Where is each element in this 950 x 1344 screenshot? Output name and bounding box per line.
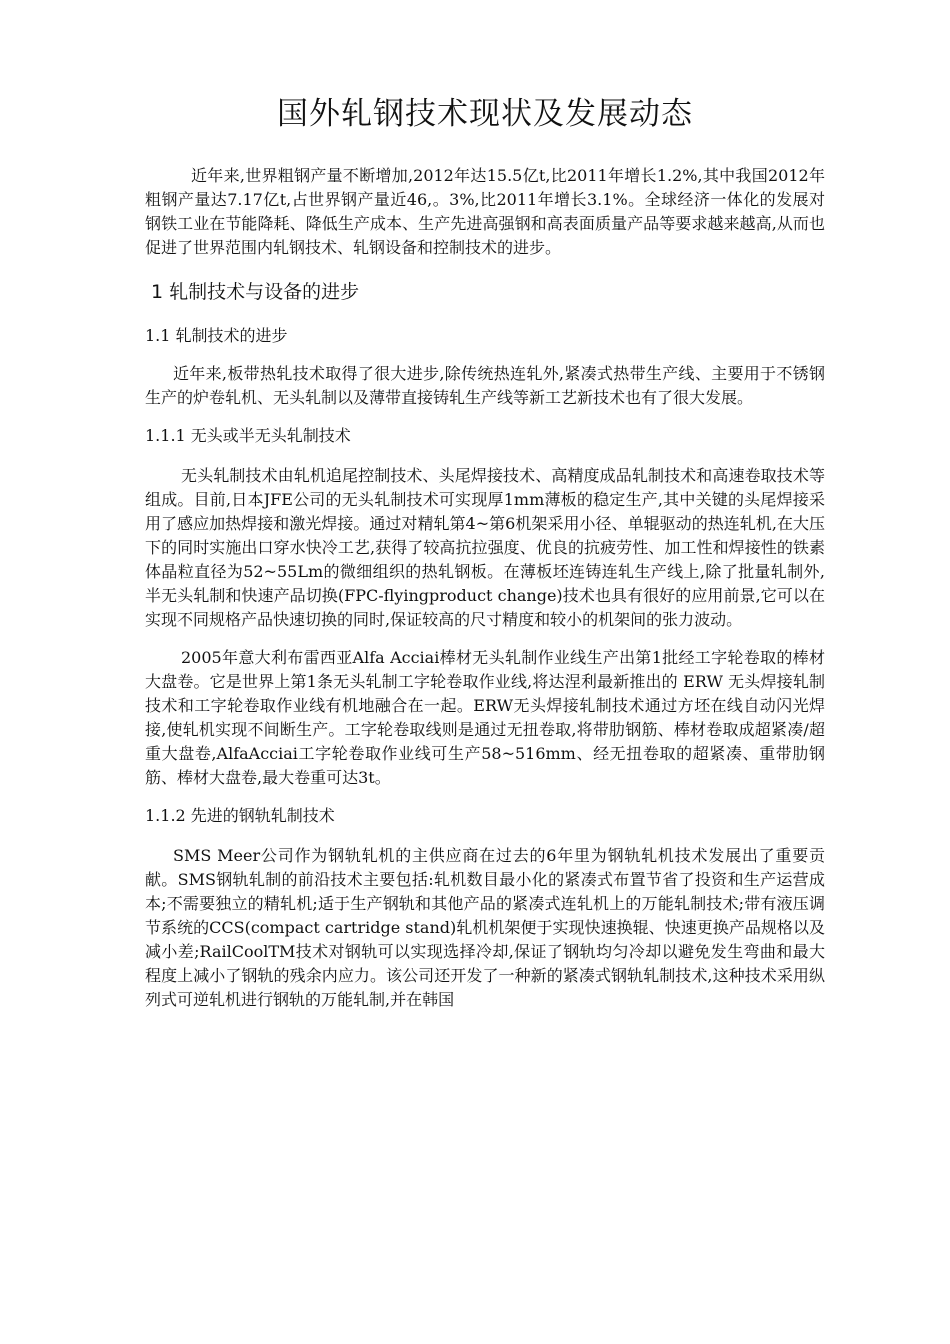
section-1-1-paragraph: 近年来,板带热轧技术取得了很大进步,除传统热连轧外,紧凑式热带生产线、主要用于不锈钢生产的炉卷轧机、无头轧制以及薄带直接铸轧生产线等新工艺新技术也有了很大发展。 — [145, 364, 825, 407]
section-1-heading: 1 轧制技术与设备的进步 — [151, 281, 360, 303]
section-1-1-heading: 1.1 轧制技术的进步 — [145, 326, 288, 345]
document-title: 国外轧钢技术现状及发展动态 — [277, 96, 693, 132]
intro-paragraph: 近年来,世界粗钢产量不断增加,2012年达15.5亿t,比2011年增长1.2%,其中我国2012年粗钢产量达7.17亿t,占世界钢产量近46,。3%,比2011年增长3.1%。全球经济一体化的发展对钢铁工业在节能降耗、降低生产成本、生产先进高强钢和高表面质量产品等要求越来越高,从而也促进了世界范围内轧钢技术、轧钢设备和控制技术的进步。 — [145, 166, 825, 257]
section-1-1-1-paragraph-2: 2005年意大利布雷西亚Alfa Acciai棒材无头轧制作业线生产出第1批经工字轮卷取的棒材大盘卷。它是世界上第1条无头轧制工字轮卷取作业线,将达涅利最新推出的 ERW 无头焊接轧制技术和工字轮卷取作业线有机地融合在一起。ERW无头焊接轧制技术通过方坯在线自动闪光焊接,使轧机实现不间断生产。工字轮卷取线则是通过无扭卷取,将带肋钢筋、棒材卷取成超紧凑/超重大盘卷,AlfaAcciai工字轮卷取作业线可生产58~516mm、经无扭卷取的超紧凑、重带肋钢筋、棒材大盘卷,最大卷重可达3t。 — [145, 648, 825, 787]
section-1-1-1-heading: 1.1.1 无头或半无头轧制技术 — [145, 426, 351, 445]
section-1-1-1-paragraph-1: 无头轧制技术由轧机追尾控制技术、头尾焊接技术、高精度成品轧制技术和高速卷取技术等组成。目前,日本JFE公司的无头轧制技术可实现厚1mm薄板的稳定生产,其中关键的头尾焊接采用了感应加热焊接和激光焊接。通过对精轧第4~第6机架采用小径、单辊驱动的热连轧机,在大压下的同时实施出口穿水快冷工艺,获得了较高抗拉强度、优良的抗疲劳性、加工性和焊接性的铁素体晶粒直径为52~55Lm的微细组织的热轧钢板。在薄板坯连铸连轧生产线上,除了批量轧制外,半无头轧制和快速产品切换(FPC-flyingproduct change)技术也具有很好的应用前景,它可以在实现不同规格产品快速切换的同时,保证较高的尺寸精度和较小的机架间的张力波动。 — [145, 466, 825, 629]
section-1-1-2-paragraph: SMS Meer公司作为钢轨轧机的主供应商在过去的6年里为钢轨轧机技术发展出了重要贡献。SMS钢轨轧制的前沿技术主要包括:轧机数目最小化的紧凑式布置节省了投资和生产运营成本;不需要独立的精轧机;适于生产钢轨和其他产品的紧凑式连轧机上的万能轧制技术;带有液压调节系统的CCS(compact cartridge stand)轧机机架便于实现快速换辊、快速更换产品规格以及减小差;RailCoolTM技术对钢轨可以实现选择冷却,保证了钢轨均匀冷却以避免发生弯曲和最大程度上减小了钢轨的残余内应力。该公司还开发了一种新的紧凑式钢轨轧制技术,这种技术采用纵列式可逆轧机进行钢轨的万能轧制,并在韩国 — [145, 846, 825, 1009]
section-1-1-2-heading: 1.1.2 先进的钢轨轧制技术 — [145, 806, 335, 825]
document-page — [145, 92, 825, 1012]
